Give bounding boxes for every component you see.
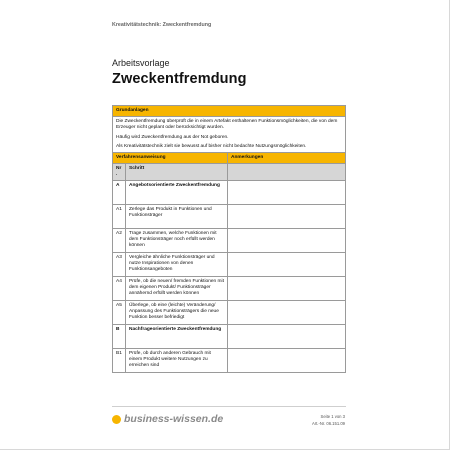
running-header: Kreativitätstechnik: Zweckentfremdung	[112, 22, 212, 28]
procedure-heading: Verfahrensanweisung	[113, 153, 228, 164]
row-nr: A2	[113, 229, 126, 253]
document-type: Arbeitsvorlage	[112, 58, 170, 68]
row-step: Überlege, ob eine (leichte) Veränderung/ Anpassung des Funktionsträgers die neue Funktion besser befriedigt	[126, 301, 228, 325]
row-nr: A3	[113, 253, 126, 277]
logo: business-wissen.de	[124, 413, 224, 425]
grundlagen-body-row	[113, 117, 346, 153]
grundlagen-paragraph: Als Kreativitätstechnik zielt sie bewusst auf bisher nicht bedachte Nutzungsmöglichkeiten.	[116, 144, 307, 149]
table-row	[113, 253, 346, 277]
row-remarks[interactable]	[228, 205, 346, 229]
row-remarks[interactable]	[228, 253, 346, 277]
grundlagen-text	[113, 117, 346, 153]
row-nr: B1	[113, 349, 126, 373]
grundlagen-header-row	[113, 106, 346, 117]
row-remarks[interactable]	[228, 349, 346, 373]
table-row	[113, 325, 346, 349]
row-remarks[interactable]	[228, 301, 346, 325]
row-remarks[interactable]	[228, 325, 346, 349]
row-nr: A	[113, 181, 126, 205]
grundlagen-heading: Grundanlagen	[113, 106, 346, 117]
column-header-nr: Nr.	[113, 164, 126, 181]
row-step: Nachfrageorientierte Zweckentfremdung	[126, 325, 228, 349]
row-remarks[interactable]	[228, 229, 346, 253]
row-step: Trage zusammen, welche Funktionen mit dem Funktionsträger noch erfüllt werden können	[126, 229, 228, 253]
procedure-table	[112, 105, 346, 373]
remarks-heading: Anmerkungen	[228, 153, 346, 164]
grundlagen-paragraph: Häufig wird Zweckentfremdung aus der Not geboren.	[116, 134, 229, 140]
table-row	[113, 181, 346, 205]
page-title: Zweckentfremdung	[112, 71, 247, 87]
row-nr: A4	[113, 277, 126, 301]
row-nr: A1	[113, 205, 126, 229]
table-row	[113, 205, 346, 229]
logo-dot-icon	[112, 415, 121, 424]
row-nr: A5	[113, 301, 126, 325]
row-step: Prüfe, ob durch anderen Gebrauch mit einem Produkt weitere Nutzungen zu erreichen sind	[126, 349, 228, 373]
footer-meta	[312, 413, 345, 427]
table-row	[113, 229, 346, 253]
column-header-step: Schritt	[126, 164, 228, 181]
footer-divider	[112, 406, 346, 407]
page-number: Seite 1 von 3	[320, 414, 345, 419]
row-step: Zerlege das Produkt in Funktionen und Funktionsträger	[126, 205, 228, 229]
row-remarks[interactable]	[228, 181, 346, 205]
procedure-header-row	[113, 153, 346, 164]
table-row	[113, 349, 346, 373]
row-step: Prüfe, ob die neuen/ fremden Funktionen mit dem eigenen Produkt/ Funktionsträger annähernd erfüllt werden können	[126, 277, 228, 301]
row-remarks[interactable]	[228, 277, 346, 301]
table-row	[113, 277, 346, 301]
row-step: Vergleiche ähnliche Funktionsträger und nutze Inspirationen von denen Funktionsangeboten	[126, 253, 228, 277]
row-step: Angebotsorientierte Zweckentfremdung	[126, 181, 228, 205]
column-header-row	[113, 164, 346, 181]
table-row	[113, 301, 346, 325]
article-number: Art.-Nr. 06.151.09	[311, 421, 345, 426]
row-nr: B	[113, 325, 126, 349]
column-header-remarks-empty	[228, 164, 346, 181]
grundlagen-paragraph: Die Zweckentfremdung überprüft die in einem Artefakt enthaltenen Funktionsmöglichkeiten, die von dem Erzeuger nicht geplant oder berücksichtigt wurden.	[116, 119, 338, 130]
